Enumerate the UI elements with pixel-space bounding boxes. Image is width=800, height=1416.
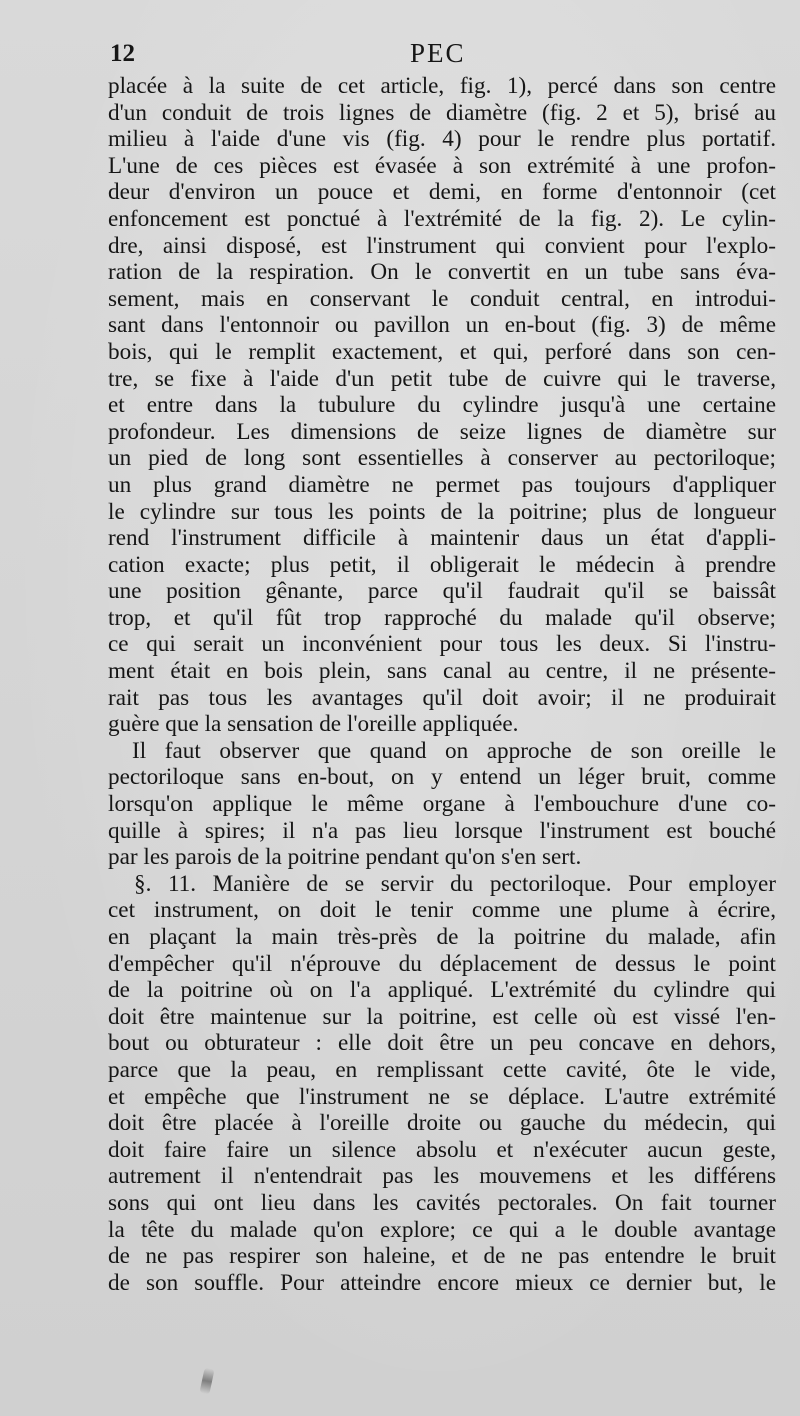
section-heading-line: §. 11. Manière de se servir du pectoriloque. Pour employer [134, 870, 776, 897]
text-line: ce qui serait un inconvénient pour tous les deux. Si l'instru- [108, 631, 776, 658]
text-line: deur d'environ un pouce et demi, en forme d'entonnoir (cet [108, 179, 776, 206]
text-line: bois, qui le remplit exactement, et qui, perforé dans son cen- [108, 338, 776, 365]
text-line: rait pas tous les avantages qu'il doit avoir; il ne produirait [108, 684, 776, 711]
text-line: le cylindre sur tous les points de la poitrine; plus de longueur [108, 498, 776, 525]
paragraph-3 [108, 871, 776, 1297]
text-line: Il faut observer que quand on approche de son oreille le [132, 737, 776, 764]
text-line: doit être placée à l'oreille droite ou gauche du médecin, qui [108, 1110, 776, 1137]
text-line: parce que la peau, en remplissant cette cavité, ôte le vide, [108, 1056, 776, 1083]
text-line: ration de la respiration. On le convertit en un tube sans éva- [108, 259, 776, 286]
text-line: lorsqu'on applique le même organe à l'embouchure d'une co- [108, 791, 776, 818]
text-line: de la poitrine où on l'a appliqué. L'extrémité du cylindre qui [108, 977, 776, 1004]
text-line: pectoriloque sans en-bout, on y entend un léger bruit, comme [108, 764, 776, 791]
text-line: cet instrument, on doit le tenir comme une plume à écrire, [108, 897, 776, 924]
text-line: cation exacte; plus petit, il obligerait le médecin à prendre [108, 551, 776, 578]
page-number: 12 [110, 40, 135, 67]
text-line: et empêche que l'instrument ne se déplace. L'autre extrémité [108, 1083, 776, 1110]
text-line: profondeur. Les dimensions de seize lignes de diamètre sur [108, 418, 776, 445]
text-line: L'une de ces pièces est évasée à son extrémité à une profon- [108, 152, 776, 179]
page-header [110, 40, 776, 74]
text-line: et entre dans la tubulure du cylindre jusqu'à une certaine [108, 392, 776, 419]
text-line: sant dans l'entonnoir ou pavillon un en-bout (fig. 3) de même [108, 312, 776, 339]
text-line: rend l'instrument difficile à maintenir daus un état d'appli- [108, 525, 776, 552]
text-line: dre, ainsi disposé, est l'instrument qui convient pour l'explo- [108, 232, 776, 259]
text-line: enfoncement est ponctué à l'extrémité de la fig. 2). Le cylin- [108, 205, 776, 232]
text-line: un plus grand diamètre ne permet pas toujours d'appliquer [108, 471, 776, 498]
text-line: sons qui ont lieu dans les cavités pectorales. On fait tourner [108, 1189, 776, 1216]
text-line: un pied de long sont essentielles à conserver au pectoriloque; [108, 445, 776, 472]
text-line: une position gênante, parce qu'il faudrait qu'il se baissât [108, 578, 776, 605]
text-line: bout ou obturateur : elle doit être un peu concave en dehors, [108, 1030, 776, 1057]
text-line: tre, se fixe à l'aide d'un petit tube de cuivre qui le traverse, [108, 365, 776, 392]
text-line: doit faire faire un silence absolu et n'exécuter aucun geste, [108, 1136, 776, 1163]
ink-smudge [199, 1367, 214, 1395]
text-line: placée à la suite de cet article, fig. 1), percé dans son centre [108, 73, 776, 99]
body-text [108, 73, 776, 1296]
text-line: d'empêcher qu'il n'éprouve du déplacement de dessus le point [108, 950, 776, 977]
text-line: trop, et qu'il fût trop rapproché du malade qu'il observe; [108, 604, 776, 631]
text-line: d'un conduit de trois lignes de diamètre (fig. 2 et 5), brisé au [108, 99, 776, 126]
text-line: par les parois de la poitrine pendant qu'on s'en sert. [108, 844, 582, 871]
text-line: ment était en bois plein, sans canal au centre, il ne présente- [108, 658, 776, 685]
text-line: milieu à l'aide d'une vis (fig. 4) pour le rendre plus portatif. [108, 126, 776, 153]
text-line: autrement il n'entendrait pas les mouvemens et les différens [108, 1163, 776, 1190]
text-line: la tête du malade qu'on explore; ce qui a le double avantage [108, 1216, 776, 1243]
text-line: doit être maintenue sur la poitrine, est celle où est vissé l'en- [108, 1003, 776, 1030]
text-line: quille à spires; il n'a pas lieu lorsque l'instrument est bouché [108, 817, 776, 844]
text-line: en plaçant la main très-près de la poitrine du malade, afin [108, 924, 776, 950]
text-line: guère que la sensation de l'oreille appliquée. [108, 711, 519, 738]
paragraph-2 [108, 738, 776, 871]
paragraph-1 [108, 73, 776, 738]
text-line: de ne pas respirer son haleine, et de ne pas entendre le bruit [108, 1243, 776, 1270]
text-line: sement, mais en conservant le conduit central, en introdui- [108, 285, 776, 312]
running-head: PEC [410, 38, 466, 68]
text-line: de son souffle. Pour atteindre encore mieux ce dernier but, le [108, 1269, 776, 1296]
